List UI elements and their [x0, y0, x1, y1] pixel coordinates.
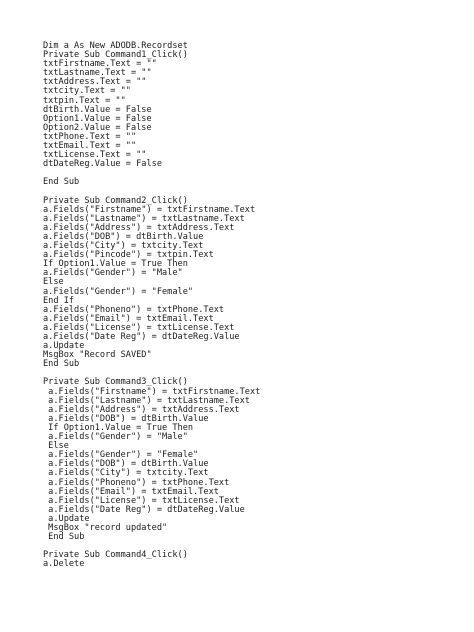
code-line: a.Fields("City") = txtcity.Text	[43, 241, 204, 252]
code-line: a.Fields("Firstname") = txtFirstname.Text	[43, 204, 256, 215]
code-listing	[43, 42, 260, 569]
code-line: a.Fields("Lastname") = txtLastname.Text	[43, 213, 245, 224]
code-line: a.Fields("Phoneno") = txtPhone.Text	[43, 304, 225, 315]
code-line: a.Delete	[43, 559, 85, 570]
code-line: a.Update	[43, 341, 85, 352]
code-line: Option1.Value = False	[43, 113, 152, 124]
code-line: a.Fields("Email") = txtEmail.Text	[43, 313, 214, 324]
code-line: a.Fields("Firstname") = txtFirstname.Text	[43, 386, 261, 397]
code-line: Private Sub Command1_Click()	[43, 50, 188, 61]
code-line: a.Fields("Address") = txtAddress.Text	[43, 222, 235, 233]
code-line: Option2.Value = False	[43, 122, 152, 133]
code-line: txtpin.Text = ""	[43, 95, 126, 106]
code-line: txtcity.Text = ""	[43, 86, 131, 97]
code-line: dtBirth.Value = False	[43, 104, 152, 115]
code-line: Else	[43, 277, 64, 288]
code-line: a.Fields("Address") = txtAddress.Text	[43, 404, 240, 415]
code-line: Private Sub Command4_Click()	[43, 550, 188, 561]
code-line: End Sub	[43, 177, 80, 188]
code-line: a.Fields("City") = txtcity.Text	[43, 468, 209, 479]
code-line: a.Fields("Gender") = "Female"	[43, 286, 194, 297]
code-line: a.Fields("Phoneno") = txtPhone.Text	[43, 477, 230, 488]
code-line: Private Sub Command2_Click()	[43, 195, 188, 206]
code-line: txtPhone.Text = ""	[43, 131, 137, 142]
code-line: End Sub	[43, 359, 80, 370]
code-line: If Option1.Value = True Then	[43, 259, 188, 270]
code-line: a.Fields("DOB") = dtBirth.Value	[43, 459, 209, 470]
code-line: If Option1.Value = True Then	[43, 422, 194, 433]
code-line: End If	[43, 295, 75, 306]
code-line: a.Fields("Email") = txtEmail.Text	[43, 486, 219, 497]
code-line: a.Fields("Pincode") = txtpin.Text	[43, 250, 214, 261]
code-line: a.Fields("License") = txtLicense.Text	[43, 495, 240, 506]
code-line: a.Fields("License") = txtLicense.Text	[43, 322, 235, 333]
code-line: Dim a As New ADODB.Recordset	[43, 41, 188, 51]
code-line: a.Fields("DOB") = dtBirth.Value	[43, 231, 204, 242]
code-line: txtLicense.Text = ""	[43, 150, 147, 161]
code-line: a.Fields("DOB") = dtBirth.Value	[43, 413, 209, 424]
code-line: MsgBox "Record SAVED"	[43, 350, 152, 361]
code-line: Else	[43, 441, 69, 452]
code-line: Private Sub Command3_Click()	[43, 377, 188, 388]
code-line: a.Fields("Gender") = "Male"	[43, 268, 183, 279]
code-line: dtDateReg.Value = False	[43, 159, 162, 170]
code-line: txtFirstname.Text = ""	[43, 59, 157, 70]
code-line: txtEmail.Text = ""	[43, 141, 137, 152]
code-line: a.Fields("Gender") = "Female"	[43, 450, 199, 461]
code-line: txtLastname.Text = ""	[43, 68, 152, 79]
code-line: a.Fields("Lastname") = txtLastname.Text	[43, 395, 250, 406]
code-line: txtAddress.Text = ""	[43, 77, 147, 88]
code-line: a.Update	[43, 513, 90, 524]
code-line: MsgBox "record updated"	[43, 522, 168, 533]
code-line: a.Fields("Gender") = "Male"	[43, 432, 188, 443]
code-line: a.Fields("Date Reg") = dtDateReg.Value	[43, 504, 245, 515]
code-line: a.Fields("Date Reg") = dtDateReg.Value	[43, 332, 240, 342]
code-line: End Sub	[43, 532, 85, 543]
